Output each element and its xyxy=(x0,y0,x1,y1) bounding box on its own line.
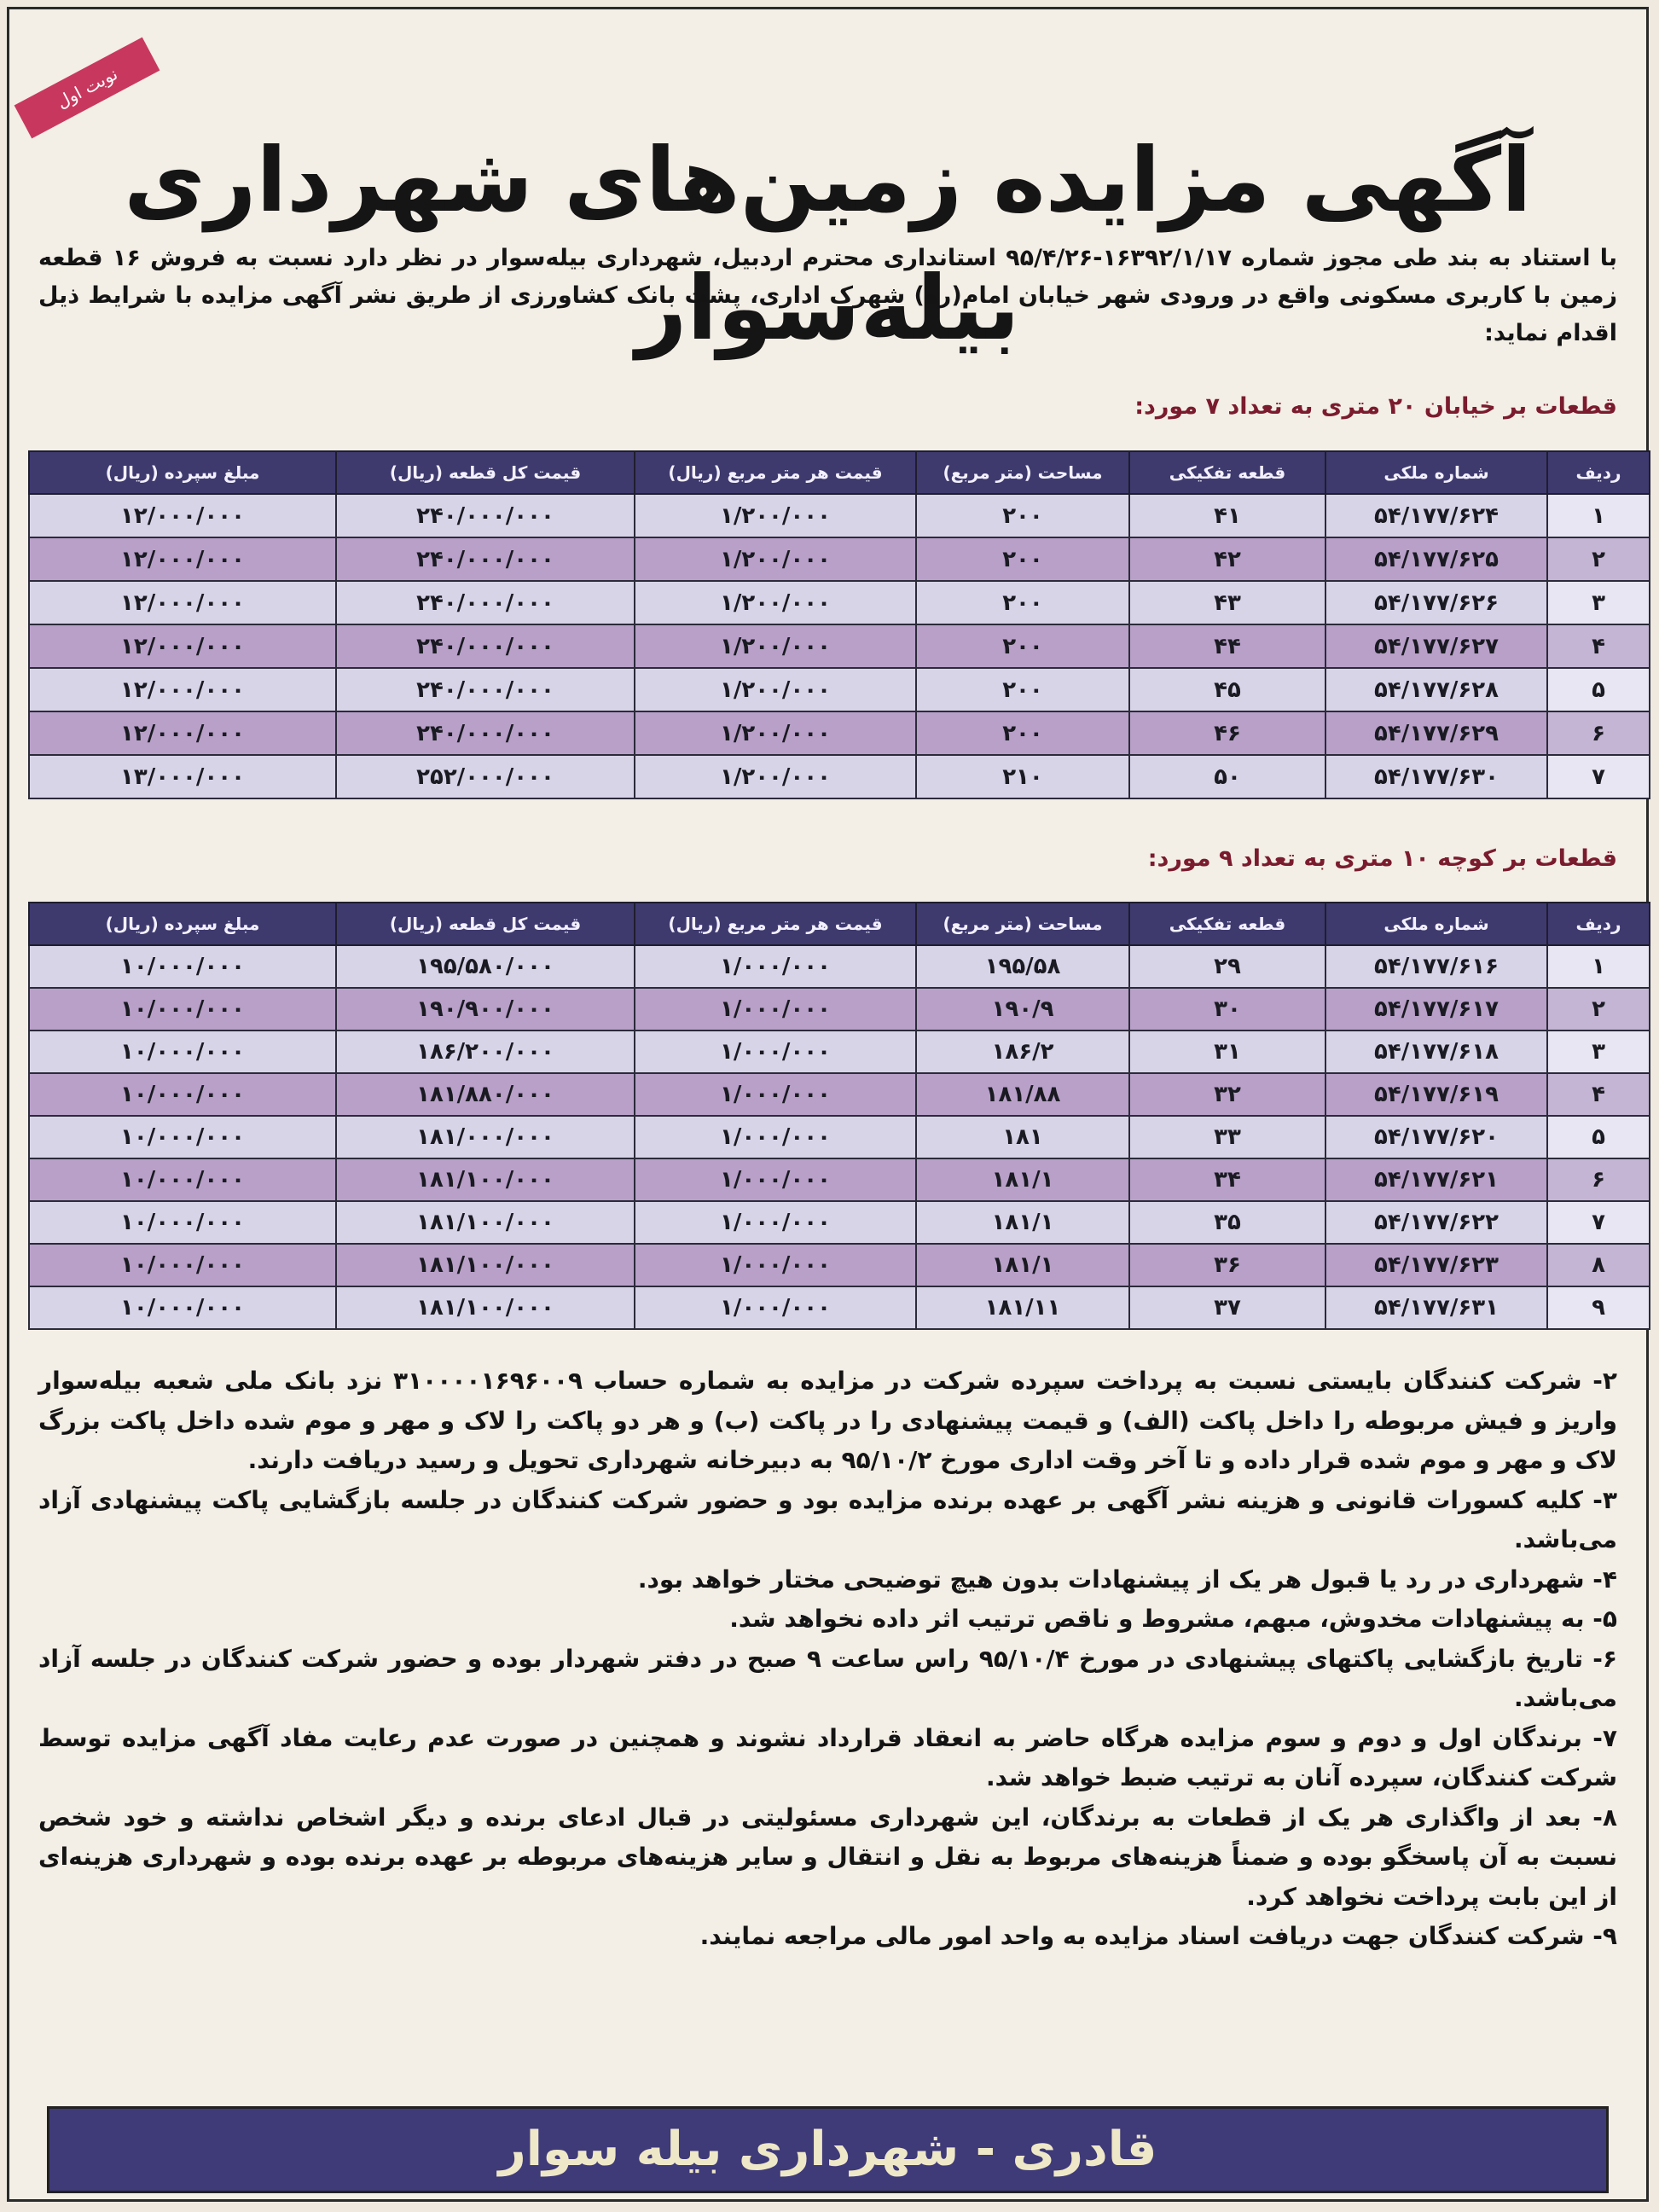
cell-row-number: ۱ xyxy=(1547,945,1650,988)
cell-parcel-number: ۴۳ xyxy=(1129,581,1325,624)
cell-property-number: ۵۴/۱۷۷/۶۲۷ xyxy=(1325,624,1547,668)
cell-price-per-sqm: ۱/۰۰۰/۰۰۰ xyxy=(635,988,916,1031)
cell-price-per-sqm: ۱/۲۰۰/۰۰۰ xyxy=(635,668,916,711)
condition-item: ۵- به پیشنهادات مخدوش، مبهم، مشروط و ناقص ترتیب اثر داده نخواهد شد. xyxy=(729,1605,1617,1633)
cell-deposit: ۱۲/۰۰۰/۰۰۰ xyxy=(29,711,336,755)
cell-row-number: ۴ xyxy=(1547,624,1650,668)
cell-parcel-number: ۳۲ xyxy=(1129,1073,1325,1116)
cell-total-price: ۱۸۱/۰۰۰/۰۰۰ xyxy=(336,1116,635,1158)
cell-parcel-number: ۴۴ xyxy=(1129,624,1325,668)
conditions-list xyxy=(38,1361,1617,1957)
cell-price-per-sqm: ۱/۲۰۰/۰۰۰ xyxy=(635,624,916,668)
cell-row-number: ۳ xyxy=(1547,1031,1650,1073)
badge-first-publication: نوبت اول xyxy=(15,38,160,139)
cell-total-price: ۲۴۰/۰۰۰/۰۰۰ xyxy=(336,668,635,711)
cell-deposit: ۱۳/۰۰۰/۰۰۰ xyxy=(29,755,336,798)
cell-property-number: ۵۴/۱۷۷/۶۲۵ xyxy=(1325,537,1547,581)
cell-total-price: ۲۴۰/۰۰۰/۰۰۰ xyxy=(336,537,635,581)
table-row xyxy=(29,1244,1650,1286)
cell-row-number: ۷ xyxy=(1547,1201,1650,1244)
table-row xyxy=(29,1286,1650,1329)
column-header-property-number: شماره ملکی xyxy=(1325,903,1547,945)
cell-property-number: ۵۴/۱۷۷/۶۲۳ xyxy=(1325,1244,1547,1286)
column-header-deposit: مبلغ سپرده (ریال) xyxy=(29,903,336,945)
cell-price-per-sqm: ۱/۰۰۰/۰۰۰ xyxy=(635,1201,916,1244)
cell-deposit: ۱۰/۰۰۰/۰۰۰ xyxy=(29,1286,336,1329)
table-header-row xyxy=(29,903,1650,945)
condition-item: ۲- شرکت کنندگان بایستی نسبت به پرداخت سپرده شرکت در مزایده به شماره حساب ۳۱۰۰۰۰۱۶۹۶۰۰۹ نزد بانک ملی شعبه بیله‌سوار واریز و فیش مربوطه را داخل پاکت (الف) و قیمت پیشنهادی را در پاکت (ب) و هر دو پاکت را لاک و مهر و موم شده داخل پاکت بزرگ لاک و مهر و موم شده قرار داده و تا آخر وقت اداری مورخ ۹۵/۱۰/۲ به دبیرخانه شهرداری تحویل و رسید دریافت دارند. xyxy=(38,1367,1617,1474)
cell-area: ۱۹۰/۹ xyxy=(916,988,1129,1031)
table-row xyxy=(29,1073,1650,1116)
table-section2 xyxy=(28,902,1650,1330)
table-row xyxy=(29,988,1650,1031)
cell-deposit: ۱۲/۰۰۰/۰۰۰ xyxy=(29,494,336,537)
condition-item: ۴- شهرداری در رد یا قبول هر یک از پیشنهادات بدون هیچ توضیحی مختار خواهد بود. xyxy=(637,1565,1617,1594)
cell-area: ۱۸۱/۱ xyxy=(916,1201,1129,1244)
cell-deposit: ۱۰/۰۰۰/۰۰۰ xyxy=(29,988,336,1031)
cell-total-price: ۱۸۱/۱۰۰/۰۰۰ xyxy=(336,1201,635,1244)
page-title: آگهی مزایده زمین‌های شهرداری بیله‌سوار xyxy=(124,128,1532,360)
cell-parcel-number: ۴۲ xyxy=(1129,537,1325,581)
cell-area: ۲۰۰ xyxy=(916,537,1129,581)
cell-area: ۱۸۱/۱ xyxy=(916,1244,1129,1286)
cell-property-number: ۵۴/۱۷۷/۶۲۶ xyxy=(1325,581,1547,624)
cell-area: ۲۰۰ xyxy=(916,624,1129,668)
cell-parcel-number: ۴۱ xyxy=(1129,494,1325,537)
table-row xyxy=(29,711,1650,755)
cell-total-price: ۲۴۰/۰۰۰/۰۰۰ xyxy=(336,581,635,624)
column-header-total-price: قیمت کل قطعه (ریال) xyxy=(336,451,635,494)
cell-parcel-number: ۴۵ xyxy=(1129,668,1325,711)
cell-property-number: ۵۴/۱۷۷/۶۲۴ xyxy=(1325,494,1547,537)
cell-total-price: ۱۸۱/۱۰۰/۰۰۰ xyxy=(336,1286,635,1329)
cell-total-price: ۲۴۰/۰۰۰/۰۰۰ xyxy=(336,494,635,537)
advertisement-page xyxy=(7,7,1649,2202)
cell-row-number: ۸ xyxy=(1547,1244,1650,1286)
cell-row-number: ۶ xyxy=(1547,1158,1650,1201)
cell-row-number: ۴ xyxy=(1547,1073,1650,1116)
cell-price-per-sqm: ۱/۰۰۰/۰۰۰ xyxy=(635,1158,916,1201)
cell-deposit: ۱۰/۰۰۰/۰۰۰ xyxy=(29,1031,336,1073)
cell-area: ۲۰۰ xyxy=(916,711,1129,755)
cell-row-number: ۶ xyxy=(1547,711,1650,755)
cell-property-number: ۵۴/۱۷۷/۶۳۰ xyxy=(1325,755,1547,798)
cell-price-per-sqm: ۱/۰۰۰/۰۰۰ xyxy=(635,1073,916,1116)
column-header-deposit: مبلغ سپرده (ریال) xyxy=(29,451,336,494)
condition-item: ۹- شرکت کنندگان جهت دریافت اسناد مزایده به واحد امور مالی مراجعه نمایند. xyxy=(699,1922,1617,1950)
intro-paragraph: با استناد به بند طی مجوز شماره ۱۶۳۹۲/۱/۱۷-۹۵/۴/۲۶ استانداری محترم اردبیل، شهرداری بیله‌سوار در نظر دارد نسبت به فروش ۱۶ قطعه زمین با کاربری مسکونی واقع در ورودی شهر خیابان امام(ره) شهرک اداری، پشت بانک کشاورزی از طریق نشر آگهی مزایده با شرایط ذیل اقدام نماید: xyxy=(38,245,1618,346)
cell-property-number: ۵۴/۱۷۷/۶۲۰ xyxy=(1325,1116,1547,1158)
cell-property-number: ۵۴/۱۷۷/۶۲۲ xyxy=(1325,1201,1547,1244)
cell-property-number: ۵۴/۱۷۷/۶۱۶ xyxy=(1325,945,1547,988)
cell-row-number: ۱ xyxy=(1547,494,1650,537)
cell-parcel-number: ۳۶ xyxy=(1129,1244,1325,1286)
cell-price-per-sqm: ۱/۰۰۰/۰۰۰ xyxy=(635,1116,916,1158)
column-header-area: مساحت (متر مربع) xyxy=(916,451,1129,494)
cell-property-number: ۵۴/۱۷۷/۶۳۱ xyxy=(1325,1286,1547,1329)
cell-property-number: ۵۴/۱۷۷/۶۱۷ xyxy=(1325,988,1547,1031)
column-header-price-per-sqm: قیمت هر متر مربع (ریال) xyxy=(635,903,916,945)
cell-deposit: ۱۲/۰۰۰/۰۰۰ xyxy=(29,668,336,711)
cell-price-per-sqm: ۱/۰۰۰/۰۰۰ xyxy=(635,1031,916,1073)
condition-item: ۳- کلیه کسورات قانونی و هزینه نشر آگهی بر عهده برنده مزایده بود و حضور شرکت کنندگان در جلسه بازگشایی پاکت پیشنهادی آزاد می‌باشد. xyxy=(38,1485,1617,1553)
cell-price-per-sqm: ۱/۲۰۰/۰۰۰ xyxy=(635,711,916,755)
column-header-area: مساحت (متر مربع) xyxy=(916,903,1129,945)
cell-parcel-number: ۴۶ xyxy=(1129,711,1325,755)
cell-total-price: ۱۸۱/۱۰۰/۰۰۰ xyxy=(336,1244,635,1286)
cell-total-price: ۲۴۰/۰۰۰/۰۰۰ xyxy=(336,711,635,755)
cell-row-number: ۵ xyxy=(1547,1116,1650,1158)
cell-deposit: ۱۰/۰۰۰/۰۰۰ xyxy=(29,1244,336,1286)
cell-area: ۲۰۰ xyxy=(916,668,1129,711)
cell-parcel-number: ۲۹ xyxy=(1129,945,1325,988)
cell-area: ۲۰۰ xyxy=(916,581,1129,624)
section2-title: قطعات بر کوچه ۱۰ متری به تعداد ۹ مورد: xyxy=(1147,845,1617,872)
table-section1 xyxy=(28,450,1650,799)
cell-deposit: ۱۰/۰۰۰/۰۰۰ xyxy=(29,1158,336,1201)
cell-price-per-sqm: ۱/۰۰۰/۰۰۰ xyxy=(635,1286,916,1329)
cell-total-price: ۱۹۵/۵۸۰/۰۰۰ xyxy=(336,945,635,988)
cell-property-number: ۵۴/۱۷۷/۶۲۹ xyxy=(1325,711,1547,755)
cell-parcel-number: ۵۰ xyxy=(1129,755,1325,798)
column-header-parcel-number: قطعه تفکیکی xyxy=(1129,451,1325,494)
table-row xyxy=(29,1201,1650,1244)
cell-property-number: ۵۴/۱۷۷/۶۱۸ xyxy=(1325,1031,1547,1073)
cell-area: ۲۰۰ xyxy=(916,494,1129,537)
section1-title: قطعات بر خیابان ۲۰ متری به تعداد ۷ مورد: xyxy=(1134,393,1617,420)
cell-area: ۱۸۱ xyxy=(916,1116,1129,1158)
cell-parcel-number: ۳۷ xyxy=(1129,1286,1325,1329)
cell-deposit: ۱۲/۰۰۰/۰۰۰ xyxy=(29,624,336,668)
cell-deposit: ۱۰/۰۰۰/۰۰۰ xyxy=(29,1116,336,1158)
column-header-row-number: ردیف xyxy=(1547,451,1650,494)
table-row xyxy=(29,581,1650,624)
cell-row-number: ۲ xyxy=(1547,537,1650,581)
cell-price-per-sqm: ۱/۲۰۰/۰۰۰ xyxy=(635,537,916,581)
cell-row-number: ۳ xyxy=(1547,581,1650,624)
table-row xyxy=(29,755,1650,798)
cell-total-price: ۲۵۲/۰۰۰/۰۰۰ xyxy=(336,755,635,798)
table-row xyxy=(29,1031,1650,1073)
column-header-price-per-sqm: قیمت هر متر مربع (ریال) xyxy=(635,451,916,494)
table-row xyxy=(29,494,1650,537)
cell-price-per-sqm: ۱/۲۰۰/۰۰۰ xyxy=(635,581,916,624)
cell-total-price: ۱۸۱/۸۸۰/۰۰۰ xyxy=(336,1073,635,1116)
cell-price-per-sqm: ۱/۲۰۰/۰۰۰ xyxy=(635,755,916,798)
cell-property-number: ۵۴/۱۷۷/۶۲۸ xyxy=(1325,668,1547,711)
cell-total-price: ۲۴۰/۰۰۰/۰۰۰ xyxy=(336,624,635,668)
cell-area: ۱۸۱/۸۸ xyxy=(916,1073,1129,1116)
condition-item: ۶- تاریخ بازگشایی پاکتهای پیشنهادی در مورخ ۹۵/۱۰/۴ راس ساعت ۹ صبح در دفتر شهردار بوده و حضور شرکت کنندگان در جلسه آزاد می‌باشد. xyxy=(38,1644,1617,1712)
cell-area: ۱۹۵/۵۸ xyxy=(916,945,1129,988)
table-header-row xyxy=(29,451,1650,494)
cell-parcel-number: ۳۰ xyxy=(1129,988,1325,1031)
cell-row-number: ۷ xyxy=(1547,755,1650,798)
column-header-total-price: قیمت کل قطعه (ریال) xyxy=(336,903,635,945)
cell-parcel-number: ۳۱ xyxy=(1129,1031,1325,1073)
condition-item: ۸- بعد از واگذاری هر یک از قطعات به برندگان، این شهرداری مسئولیتی در قبال ادعای برنده و دیگر اشخاص نداشته و خود شخص نسبت به آن پاسخگو بوده و ضمناً هزینه‌های مربوط به نقل و انتقال و سایر هزینه‌های مربوطه بر عهده برنده بوده و شهرداری هزینه‌ای از این بابت پرداخت نخواهد کرد. xyxy=(38,1803,1617,1911)
cell-deposit: ۱۲/۰۰۰/۰۰۰ xyxy=(29,581,336,624)
cell-deposit: ۱۰/۰۰۰/۰۰۰ xyxy=(29,1201,336,1244)
column-header-property-number: شماره ملکی xyxy=(1325,451,1547,494)
cell-row-number: ۹ xyxy=(1547,1286,1650,1329)
cell-area: ۲۱۰ xyxy=(916,755,1129,798)
cell-price-per-sqm: ۱/۰۰۰/۰۰۰ xyxy=(635,945,916,988)
column-header-row-number: ردیف xyxy=(1547,903,1650,945)
cell-price-per-sqm: ۱/۲۰۰/۰۰۰ xyxy=(635,494,916,537)
table-row xyxy=(29,1116,1650,1158)
cell-row-number: ۵ xyxy=(1547,668,1650,711)
cell-row-number: ۲ xyxy=(1547,988,1650,1031)
cell-parcel-number: ۳۳ xyxy=(1129,1116,1325,1158)
cell-deposit: ۱۰/۰۰۰/۰۰۰ xyxy=(29,945,336,988)
cell-total-price: ۱۸۶/۲۰۰/۰۰۰ xyxy=(336,1031,635,1073)
cell-area: ۱۸۱/۱ xyxy=(916,1158,1129,1201)
condition-item: ۷- برندگان اول و دوم و سوم مزایده هرگاه حاضر به انعقاد قرارداد نشوند و همچنین در صورت عدم رعایت مفاد آگهی مزایده توسط شرکت کنندگان، سپرده آنان به ترتیب ضبط خواهد شد. xyxy=(38,1723,1617,1791)
table-row xyxy=(29,945,1650,988)
cell-deposit: ۱۲/۰۰۰/۰۰۰ xyxy=(29,537,336,581)
cell-area: ۱۸۱/۱۱ xyxy=(916,1286,1129,1329)
column-header-parcel-number: قطعه تفکیکی xyxy=(1129,903,1325,945)
table-row xyxy=(29,537,1650,581)
cell-total-price: ۱۸۱/۱۰۰/۰۰۰ xyxy=(336,1158,635,1201)
cell-property-number: ۵۴/۱۷۷/۶۱۹ xyxy=(1325,1073,1547,1116)
cell-parcel-number: ۳۵ xyxy=(1129,1201,1325,1244)
cell-price-per-sqm: ۱/۰۰۰/۰۰۰ xyxy=(635,1244,916,1286)
cell-parcel-number: ۳۴ xyxy=(1129,1158,1325,1201)
cell-deposit: ۱۰/۰۰۰/۰۰۰ xyxy=(29,1073,336,1116)
table-row xyxy=(29,624,1650,668)
footer-signature: قادری - شهرداری بیله سوار xyxy=(47,2106,1609,2193)
table-row xyxy=(29,668,1650,711)
cell-total-price: ۱۹۰/۹۰۰/۰۰۰ xyxy=(336,988,635,1031)
table-row xyxy=(29,1158,1650,1201)
cell-property-number: ۵۴/۱۷۷/۶۲۱ xyxy=(1325,1158,1547,1201)
cell-area: ۱۸۶/۲ xyxy=(916,1031,1129,1073)
